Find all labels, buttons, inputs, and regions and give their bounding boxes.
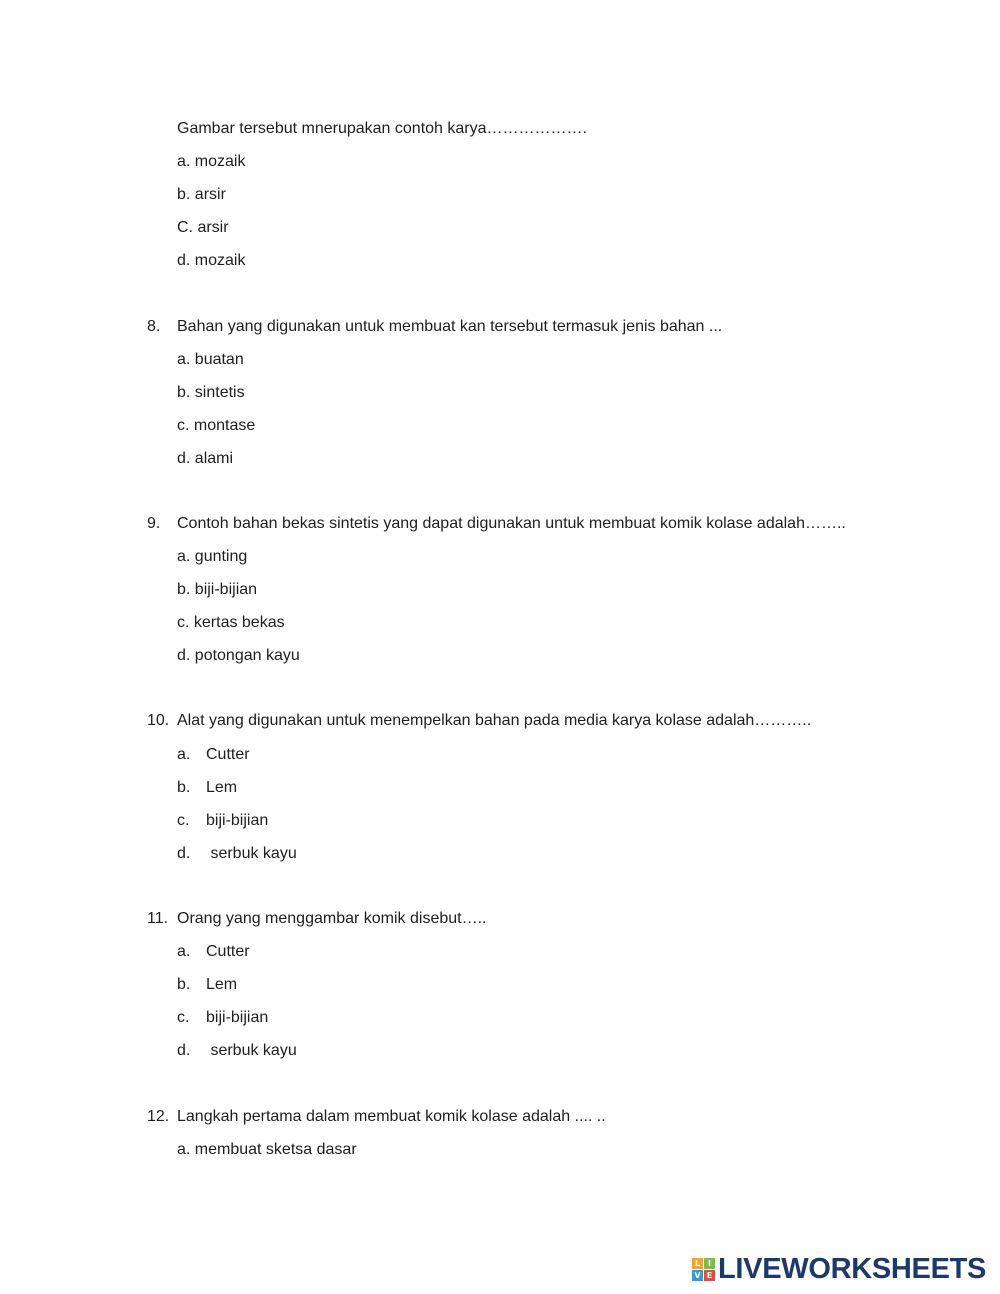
option-text: Lem xyxy=(206,976,238,993)
option-letter: c. xyxy=(177,812,190,829)
option-text: serbuk kayu xyxy=(206,1042,297,1059)
question-9-stem: Contoh bahan bekas sintetis yang dapat digunakan untuk membuat komik kolase adalah…….. xyxy=(177,515,846,532)
question-7-option-a[interactable]: a. mozaik xyxy=(177,153,246,170)
question-12-stem: Langkah pertama dalam membuat komik kolase adalah .... .. xyxy=(177,1108,606,1125)
question-12-number: 12. xyxy=(147,1108,170,1125)
question-9-option-d[interactable]: d. potongan kayu xyxy=(177,647,300,664)
question-7-option-c[interactable]: C. arsir xyxy=(177,219,229,236)
logo-mark-i: I xyxy=(704,1258,715,1269)
question-8-number: 8. xyxy=(147,318,161,335)
question-7-option-b[interactable]: b. arsir xyxy=(177,186,226,203)
logo-mark-e: E xyxy=(704,1270,715,1281)
option-text: Lem xyxy=(206,779,238,796)
liveworksheets-logo-icon xyxy=(692,1258,715,1281)
option-letter: d. xyxy=(177,845,191,862)
option-letter: d. xyxy=(177,1042,191,1059)
option-letter: c. xyxy=(177,1009,190,1026)
option-text: biji-bijian xyxy=(206,812,269,829)
logo-mark-l: L xyxy=(692,1258,703,1269)
liveworksheets-logo xyxy=(692,1254,986,1284)
option-text: biji-bijian xyxy=(206,1009,269,1026)
question-9-option-a[interactable]: a. gunting xyxy=(177,548,248,565)
question-12-option-a[interactable]: a. membuat sketsa dasar xyxy=(177,1141,357,1158)
question-8-option-b[interactable]: b. sintetis xyxy=(177,384,245,401)
question-8-option-a[interactable]: a. buatan xyxy=(177,351,244,368)
question-7-option-d[interactable]: d. mozaik xyxy=(177,252,246,269)
option-text: Cutter xyxy=(206,943,250,960)
question-7-stem: Gambar tersebut mnerupakan contoh karya………………. xyxy=(177,120,587,137)
question-8-stem: Bahan yang digunakan untuk membuat kan tersebut termasuk jenis bahan ... xyxy=(177,318,723,335)
question-10-stem: Alat yang digunakan untuk menempelkan bahan pada media karya kolase adalah……….. xyxy=(177,712,812,729)
option-letter: a. xyxy=(177,943,191,960)
option-letter: b. xyxy=(177,779,191,796)
question-11-stem: Orang yang menggambar komik disebut….. xyxy=(177,910,487,927)
question-8-option-c[interactable]: c. montase xyxy=(177,417,256,434)
option-letter: b. xyxy=(177,976,191,993)
liveworksheets-logo-text: LIVEWORKSHEETS xyxy=(718,1252,987,1285)
question-9-option-c[interactable]: c. kertas bekas xyxy=(177,614,285,631)
option-text: serbuk kayu xyxy=(206,845,297,862)
option-text: Cutter xyxy=(206,746,250,763)
option-letter: a. xyxy=(177,746,191,763)
logo-mark-v: V xyxy=(692,1270,703,1281)
question-11-number: 11. xyxy=(147,910,169,927)
question-10-number: 10. xyxy=(147,712,170,729)
question-9-option-b[interactable]: b. biji-bijian xyxy=(177,581,258,598)
question-9-number: 9. xyxy=(147,515,161,532)
question-8-option-d[interactable]: d. alami xyxy=(177,450,234,467)
